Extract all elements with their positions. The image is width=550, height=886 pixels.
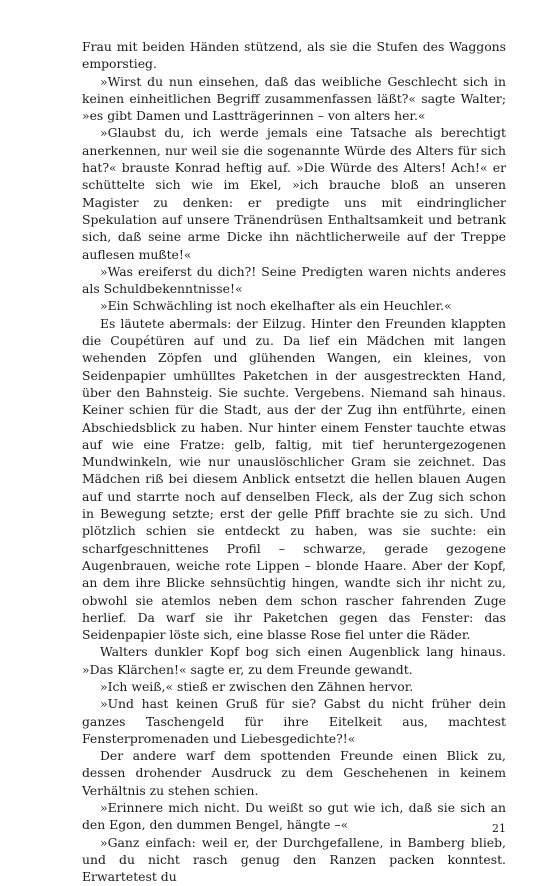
paragraph: »Wirst du nun einsehen, daß das weibliche Geschlecht sich in keinen einheitlichen Begriff zusammenfassen läßt?« sagte Walter; »es gibt Damen und Lastträgerinnen – von alters her.«	[82, 73, 506, 124]
paragraph: Frau mit beiden Händen stützend, als sie die Stufen des Waggons emporstieg.	[82, 39, 506, 72]
paragraph: »Und hast keinen Gruß für sie? Gabst du nicht früher dein ganzes Taschengeld für ihre Eitelkeit aus, machtest Fensterpromenaden und Liebesgedichte?!«	[82, 696, 506, 746]
paragraph: »Was ereiferst du dich?! Seine Predigten waren nichts anderes als Schuldbekenntnisse!«	[82, 263, 506, 297]
paragraph: »Ich weiß,« stieß er zwischen den Zähnen hervor.	[100, 678, 414, 694]
paragraph: »Ein Schwächling ist noch ekelhafter als ein Heuchler.«	[100, 298, 452, 314]
paragraph: »Ganz einfach: weil er, der Durchgefallene, in Bamberg blieb, und du nicht rasch genug den Ranzen packen konntest. Erwartetest du	[82, 834, 506, 885]
paragraph: »Glaubst du, ich werde jemals eine Tatsache als berechtigt anerkennen, nur weil sie die sogenannte Würde des Alters für sich hat?« brauste Konrad heftig auf. »Die Würde des Alters! Ach!« er schüttelte sich wie im Ekel, »ich brauche bloß an unseren Magister zu denken: er predigte uns mit eindringlicher Spekulation auf unsere Tränendrüsen Enthaltsamkeit und betrank sich, daß seine arme Dicke ihn nächtlicherweile auf der Treppe auflesen mußte!«	[82, 125, 506, 262]
page-body	[82, 38, 506, 886]
paragraph: »Erinnere mich nicht. Du weißt so gut wie ich, daß sie sich an den Egon, den dummen Bengel, hängte –«	[82, 800, 506, 833]
paragraph: Der andere warf dem spottenden Freunde einen Blick zu, dessen drohender Ausdruck zu dem Geschehenen in keinem Verhältnis zu stehen schien.	[82, 748, 506, 798]
page-number: 21	[492, 822, 506, 835]
paragraph: Es läutete abermals: der Eilzug. Hinter den Freunden klappten die Coupétüren auf und zu. Da lief ein Mädchen mit langen wehenden Zöpfen und glühenden Wangen, ein kleines, von Seidenpapier umhülltes Paketchen in der ausgestreckten Hand, über den Bahnsteig. Sie suchte. Vergebens. Niemand sah hinaus. Keiner schien für die Stadt, aus der der Zug ihn entführte, einen Abschiedsblick zu haben. Nur hinter einem Fenster tauchte etwas auf wie eine Fratze: gelb, faltig, mit tief heruntergezogenen Mundwinkeln, wie nur unauslöschlicher Gram sie zeichnet. Das Mädchen riß bei diesem Anblick entsetzt die hellen blauen Augen auf und starrte noch auf denselben Fleck, als der Zug sich schon in Bewegung setzte; erst der gelle Pfiff brachte sie zu sich. Und plötzlich schien sie entdeckt zu haben, was sie suchte: ein scharfgeschnittenes Profil – schwarze, gerade gezogene Augenbrauen, weiche rote Lippen – blonde Haare. Aber der Kopf, an dem ihre Blicke sehnsüchtig hingen, wandte sich ihr nicht zu, obwohl sie atemlos neben dem schon rascher fahrenden Zuge herlief. Da warf sie ihr Paketchen gegen das Fenster: das Seidenpapier löste sich, eine blasse Rose fiel unter die Räder.	[82, 315, 506, 643]
paragraph: Walters dunkler Kopf bog sich einen Augenblick lang hinaus. »Das Klärchen!« sagte er, zu dem Freunde gewandt.	[82, 644, 506, 677]
